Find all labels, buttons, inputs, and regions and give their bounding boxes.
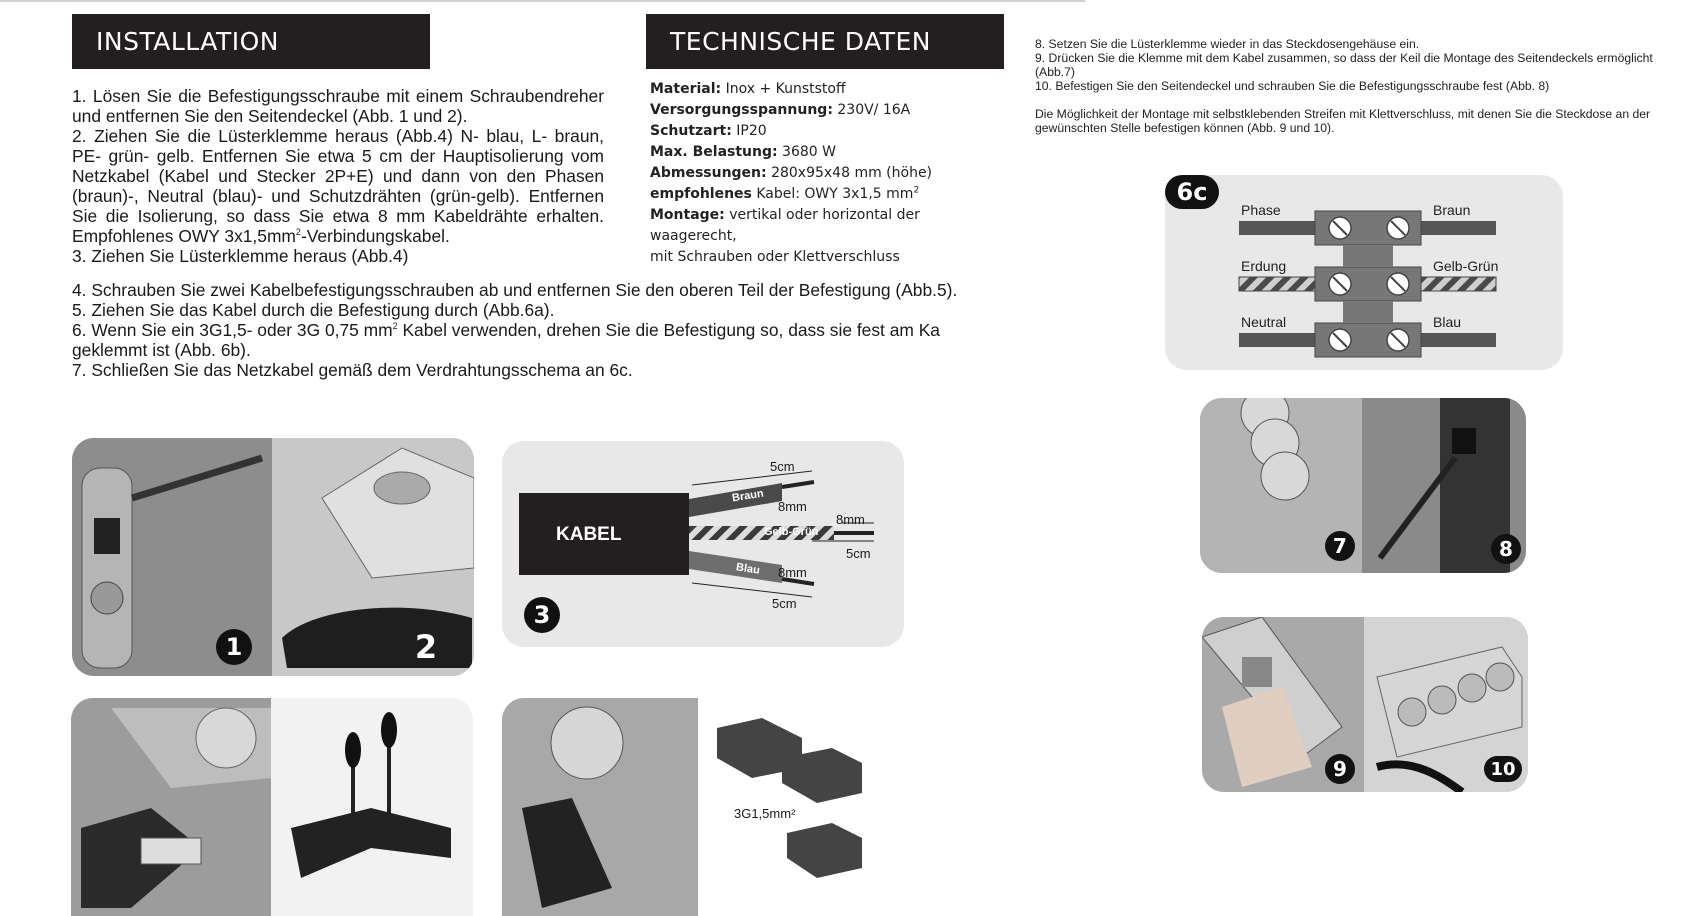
label-neutral: Neutral [1241, 314, 1287, 330]
braun-wire-label: Braun [731, 487, 765, 505]
installation-steps-1-3 [72, 86, 604, 266]
earth-wire-right [1418, 277, 1496, 291]
neutral-wire-left [1239, 333, 1317, 347]
earth-wire-left [1239, 277, 1317, 291]
figure-10-badge: 10 [1484, 756, 1522, 782]
figure-6c-badge: 6c [1165, 175, 1219, 209]
installation-steps-4-7 [72, 280, 1012, 380]
figure-7-badge: 7 [1325, 531, 1355, 561]
figure-7-8-photo [1200, 398, 1526, 573]
wiring-svg [1165, 175, 1563, 370]
terminal-bridge-1 [1343, 245, 1393, 267]
figure-8-badge: 8 [1491, 534, 1521, 564]
technical-data-list [650, 79, 1000, 268]
installation-title: INSTALLATION [96, 27, 279, 56]
figure-7-8-illustration [1200, 398, 1526, 573]
step-2: 2. Ziehen Sie die Lüsterklemme heraus (Abb.4) N- blau, L- braun, PE- grün- gelb. Entfernen Sie etwa 5 cm der Hauptisolierung vom Netzkabel (Kabel und Stecker 2P+E) und dann von den Phasen (braun)-, Neutral (blau)- und Schutzdrähten (grün-gelb). Entfernen Sie die Isolierung, so dass Sie etwa 8 mm Kabeldrähte erhalten. Empfohlenes OWY $3x1,5mm^2$-Verbindungskabel. [72, 126, 604, 246]
tech-row-mounting: Montage: vertikal oder horizontal der waagerecht, [650, 207, 920, 244]
step-5: 5. Ziehen Sie das Kabel durch die Befestigung durch (Abb.6a). [72, 300, 555, 320]
dim-5cm-top: 5cm [770, 459, 795, 474]
label-erdung: Erdung [1241, 258, 1287, 274]
step-7: 7. Schließen Sie das Netzkabel gemäß dem Verdrahtungsschema an 6c. [72, 360, 633, 380]
dim-8mm-bottom: 8mm [778, 565, 807, 580]
top-rule [0, 0, 1085, 2]
figure-3-cable-diagram [502, 441, 904, 647]
dim-5cm-mid: 5cm [846, 546, 871, 561]
figure-3-badge: 3 [524, 597, 560, 633]
neutral-wire-right [1418, 333, 1496, 347]
figure-6-cable-label: 3G1,5mm² [734, 806, 796, 821]
step-4: 4. Schrauben Sie zwei Kabelbefestigungsschrauben ab und entfernen Sie den oberen Teil der Befestigung (Abb.5). [72, 280, 958, 300]
tech-row-dimensions: Abmessungen: 280x95x48 mm (höhe) [650, 165, 933, 181]
figure-6-photo [502, 698, 900, 916]
figure-9-10-illustration [1202, 617, 1528, 792]
technical-header [646, 14, 1004, 69]
tech-row-protection: Schutzart: IP20 [650, 123, 767, 139]
blau-wire-label: Blau [735, 561, 761, 577]
installation-header [72, 14, 430, 69]
label-blau: Blau [1433, 314, 1462, 330]
step-3: 3. Ziehen Sie Lüsterklemme heraus (Abb.4) [72, 246, 409, 266]
figure-6-illustration [502, 698, 900, 916]
step-1: 1. Lösen Sie die Befestigungsschraube mit einem Schraubendreher und entfernen Sie den Seitendeckel (Abb. 1 und 2). [72, 86, 604, 126]
dim-5cm-bottom: 5cm [772, 596, 797, 611]
superscript: 2 [295, 227, 301, 238]
figure-1-2-photo [72, 438, 474, 676]
label-braun: Braun [1433, 202, 1471, 218]
step-9: 9. Drücken Sie die Klemme mit dem Kabel zusammen, so dass der Keil die Montage des Seitendeckels ermöglicht (Abb.7) [1035, 51, 1653, 79]
figure-9-badge: 9 [1325, 754, 1355, 784]
step-10: 10. Befestigen Sie den Seitendeckel und schrauben Sie die Befestigungsschraube fest (Abb. 8) [1035, 79, 1550, 93]
figure-2-badge: 2 [414, 628, 438, 666]
figure-9-10-photo [1202, 617, 1528, 792]
technical-title: TECHNISCHE DATEN [670, 27, 932, 56]
figure-1-badge: 1 [216, 629, 252, 665]
mounting-note: Die Möglichkeit der Montage mit selbstklebenden Streifen mit Klettverschluss, mit denen Sie die Steckdose an der gewünschten Stelle befestigen können (Abb. 9 und 10). [1035, 107, 1651, 135]
wiring-diagram-6c [1165, 175, 1563, 370]
tech-row-voltage: Versorgungsspannung: 230V/ 16A [650, 102, 911, 118]
phase-wire-right [1418, 221, 1496, 235]
dim-8mm-mid: 8mm [836, 512, 865, 527]
label-gelb-gruen: Gelb-Grün [1433, 258, 1499, 274]
dim-8mm-top: 8mm [778, 499, 807, 514]
gelb-gruen-wire-label: Gelb-Grün [764, 526, 819, 538]
tech-row-mounting-cont: mit Schrauben oder Klettverschluss [650, 249, 900, 265]
terminal-bridge-2 [1343, 301, 1393, 323]
step-6: 6. Wenn Sie ein 3G1,5- oder 3G 0,75 $mm^2$ Kabel verwenden, drehen Sie die Befestigung so, dass sie fest am Ka geklemmt ist (Abb. 6b). [72, 320, 940, 360]
kabel-label: KABEL [556, 524, 622, 545]
step-8: 8. Setzen Sie die Lüsterklemme wieder in das Steckdosengehäuse ein. [1035, 37, 1420, 51]
figure-4-5-photo [71, 698, 473, 916]
phase-wire-left [1239, 221, 1317, 235]
steps-8-10 [1035, 37, 1695, 135]
label-phase: Phase [1241, 202, 1281, 218]
tech-row-load: Max. Belastung: 3680 W [650, 144, 836, 160]
figure-4-5-illustration [71, 698, 473, 916]
tech-row-cable: empfohlenes Kabel: OWY 3x1,5 $mm^2$ [650, 185, 920, 202]
tech-row-material: Material: Inox + Kunststoff [650, 81, 846, 97]
